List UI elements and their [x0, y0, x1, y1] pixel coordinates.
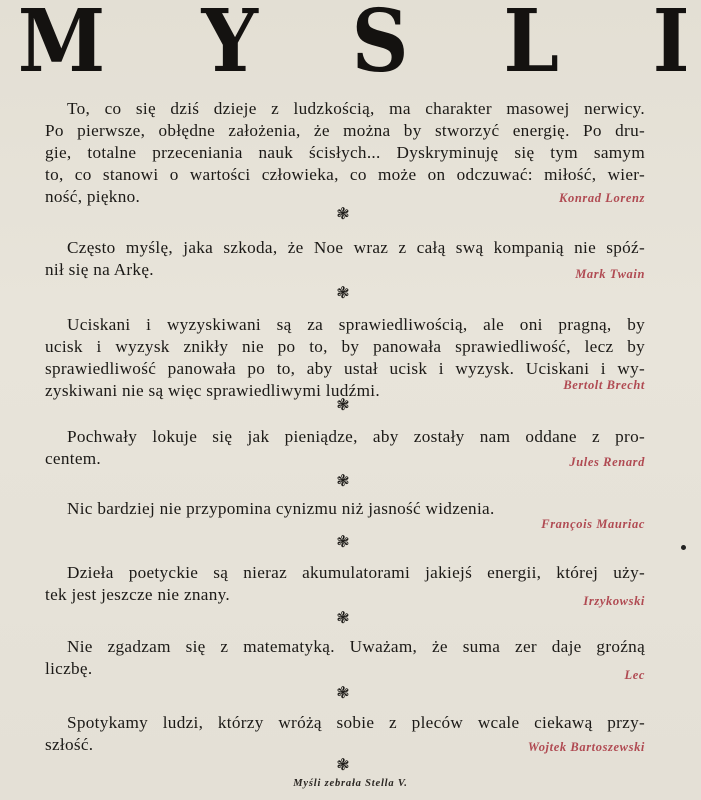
quote-line: ucisk i wyzysk znikły nie po to, by panowała sprawiedliwość, lecz by: [45, 337, 645, 356]
quote-line: to, co stanowi o wartości człowieka, co może on odczuwać: miłość, wier-: [45, 165, 645, 184]
quote-renard: [45, 426, 645, 470]
quote-line: Nic bardziej nie przypomina cynizmu niż jasność widzenia.: [67, 499, 495, 518]
title-letter: L: [503, 0, 559, 92]
quote-line: zyskiwani nie są więc sprawiedliwymi ludźmi.: [45, 381, 380, 400]
separator-icon: ❃: [336, 757, 350, 774]
separator-icon: ❃: [336, 285, 350, 302]
title-letter: M: [17, 0, 106, 92]
quote-line: Często myślę, jaka szkoda, że Noe wraz z całą swą kompanią nie spóź-: [67, 238, 645, 257]
footer-credit: Myśli zebrała Stella V.: [293, 778, 408, 789]
quote-line: gie, totalne przeceniania nauk ścisłych... Dyskryminuję się tym samym: [45, 143, 645, 162]
quote-line: Uciskani i wyzyskiwani są za sprawiedliwością, ale oni pragną, by: [67, 315, 645, 334]
separator-icon: ❃: [336, 473, 350, 490]
quote-author: François Mauriac: [541, 517, 645, 531]
quote-author: Lec: [624, 668, 645, 682]
quote-author: Mark Twain: [575, 267, 645, 281]
separator-icon: ❃: [336, 610, 350, 627]
quote-line: Dzieła poetyckie są nieraz akumulatorami jakiejś energii, której uży-: [67, 563, 645, 582]
quote-author: Irzykowski: [583, 594, 645, 608]
quote-line: sprawiedliwość panowała po to, aby ustał ucisk i wyzysk. Uciskani i wy-: [45, 359, 645, 378]
quote-line: ność, piękno.: [45, 187, 141, 206]
quote-irzykowski: [45, 562, 645, 606]
title-letter: Y: [201, 0, 258, 92]
quote-brecht: [45, 314, 645, 402]
quote-line: szłość.: [45, 735, 94, 754]
quote-author: Konrad Lorenz: [559, 191, 645, 205]
quote-line: centem.: [45, 449, 102, 468]
quote-author: Bertolt Brecht: [563, 378, 645, 392]
title-letter: I: [652, 0, 690, 92]
quote-line: Nie zgadzam się z matematyką. Uważam, że suma zer daje groźną: [67, 637, 645, 656]
separator-icon: ❃: [336, 206, 350, 223]
print-speck: [681, 545, 686, 550]
quote-line: liczbę.: [45, 659, 93, 678]
quote-lec: [45, 636, 645, 680]
quote-twain: [45, 237, 645, 281]
title-letter: S: [351, 0, 410, 92]
separator-icon: ❃: [336, 534, 350, 551]
quote-line: tek jest jeszcze nie znany.: [45, 585, 230, 604]
separator-icon: ❃: [336, 685, 350, 702]
quote-lorenz: [45, 98, 645, 208]
quote-line: Pochwały lokuje się jak pieniądze, aby zostały nam oddane z pro-: [67, 427, 645, 446]
quote-line: To, co się dziś dzieje z ludzkością, ma charakter masowej nerwicy.: [67, 99, 645, 118]
quote-line: nił się na Arkę.: [45, 260, 154, 279]
quote-author: Jules Renard: [569, 455, 645, 469]
page-title: [0, 0, 701, 92]
quote-line: Po pierwsze, obłędne założenia, że można by stworzyć energię. Po dru-: [45, 121, 645, 140]
quote-author: Wojtek Bartoszewski: [527, 740, 645, 754]
quote-line: Spotykamy ludzi, którzy wróżą sobie z pleców wcale ciekawą przy-: [67, 713, 645, 732]
separator-icon: ❃: [336, 397, 350, 414]
